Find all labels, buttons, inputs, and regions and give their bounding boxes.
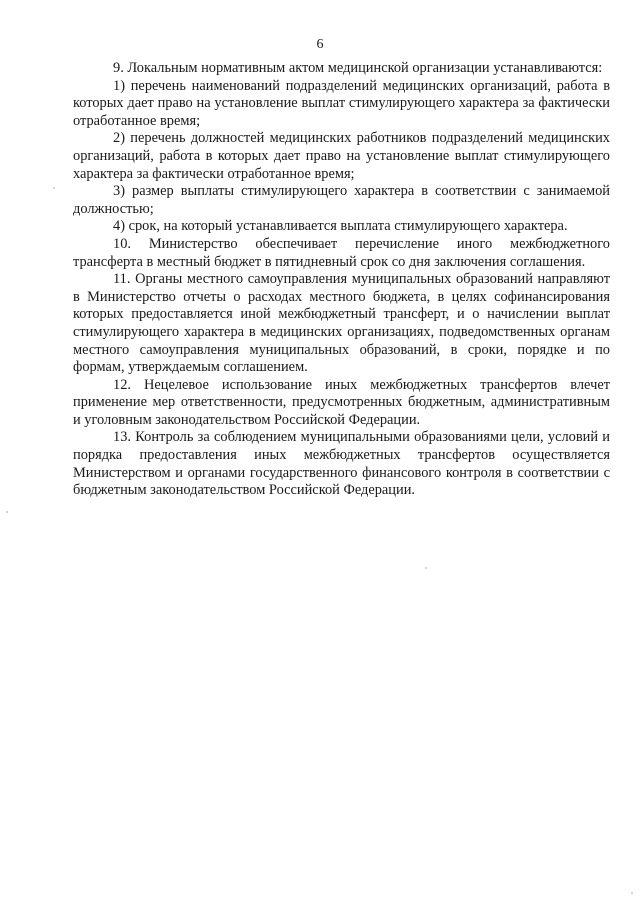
scan-artifact (425, 567, 427, 569)
scan-artifact (631, 892, 633, 894)
paragraph-subitem-2: 2) перечень должностей медицинских работников подразделений медицинских организаций, работа в которых дает право на установление выплат стимулирующего характера за фактически отработанное время; (73, 130, 610, 182)
scan-artifact (6, 511, 8, 513)
paragraph-subitem-1: 1) перечень наименований подразделений медицинских организаций, работа в которых дает право на установление выплат стимулирующего характера за фактически отработанное время; (73, 77, 610, 129)
paragraph-subitem-4: 4) срок, на который устанавливается выплата стимулирующего характера. (113, 218, 568, 235)
paragraph-item-10: 10. Министерство обеспечивает перечисление иного межбюджетного трансферта в местный бюджет в пятидневный срок со дня заключения соглашения. (73, 235, 610, 270)
paragraph-item-13: 13. Контроль за соблюдением муниципальными образованиями цели, условий и порядка предоставления иных межбюджетных трансфертов осуществляется Министерством и органами государственного финансового контроля в соответствии с бюджетным законодательством Российской Федерации. (73, 429, 610, 499)
paragraph-subitem-3: 3) размер выплаты стимулирующего характера в соответствии с занимаемой должностью; (73, 183, 610, 217)
paragraph-item-9: 9. Локальным нормативным актом медицинской организации устанавливаются: (113, 60, 603, 76)
paragraph-item-11: 11. Органы местного самоуправления муниципальных образований направляют в Министерство отчеты о расходах местного бюджета, в целях софинансирования которых предоставляется иной межбюджетный трансферт, и о начислении выплат стимулирующего характера в медицинских организациях, подведомственных органам местного самоуправления муниципальных образований, в сроки, порядке и по формам, утверждаемым соглашением. (73, 271, 610, 376)
page-number: 6 (316, 37, 324, 52)
paragraph-item-12: 12. Нецелевое использование иных межбюджетных трансфертов влечет применение мер ответственности, предусмотренных бюджетным, административным и уголовным законодательством Российской Федерации. (73, 376, 610, 428)
document-body (73, 60, 610, 500)
scan-artifact (53, 187, 55, 189)
